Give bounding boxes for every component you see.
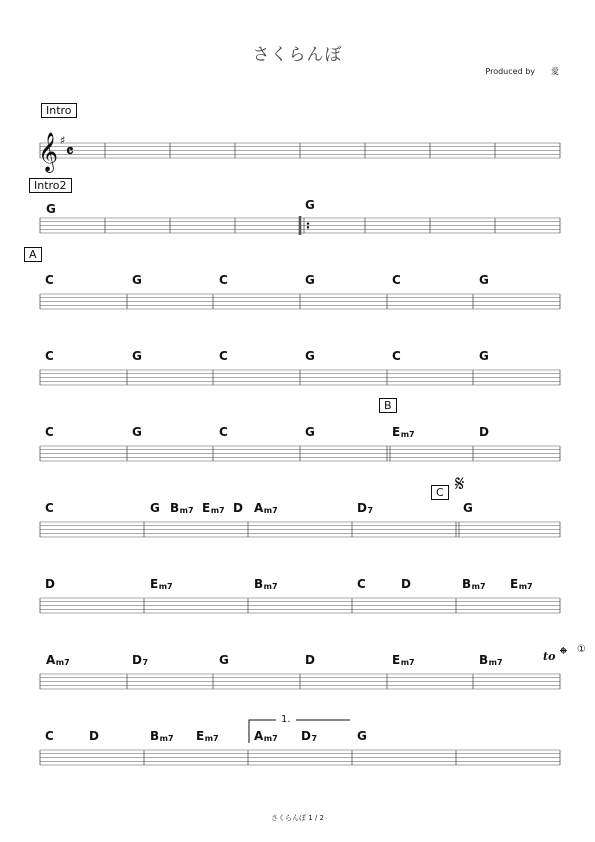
chord-symbol: G — [150, 501, 160, 515]
common-time-icon: 𝄴 — [66, 142, 74, 162]
chord-symbol: $D_7$ — [132, 653, 149, 667]
chord-symbol: C — [219, 425, 228, 439]
repeat-dot — [307, 222, 309, 224]
chord-symbol: C — [45, 729, 54, 743]
to-coda-label: to — [543, 650, 556, 663]
chord-symbol: $E_{m7}$ — [392, 425, 415, 439]
chord-symbol: G — [132, 425, 142, 439]
chord-symbol: D — [401, 577, 411, 591]
chord-symbol: C — [357, 577, 366, 591]
treble-clef-icon: 𝄞 — [38, 132, 59, 172]
chord-symbol: D — [45, 577, 55, 591]
chord-symbol: $E_{m7}$ — [392, 653, 415, 667]
chord-symbol: C — [219, 349, 228, 363]
chord-symbol: $A_{m7}$ — [46, 653, 70, 667]
chord-symbol: G — [357, 729, 367, 743]
section-marker-c: C — [431, 485, 449, 500]
section-marker-intro: Intro — [41, 103, 77, 118]
chord-symbol: $E_{m7}$ — [196, 729, 219, 743]
section-marker-intro2: Intro2 — [29, 178, 72, 193]
repeat-dot — [307, 226, 309, 228]
chord-symbol: G — [463, 501, 473, 515]
chord-symbol: $B_{m7}$ — [479, 653, 503, 667]
coda-icon: 𝄌 — [560, 642, 567, 666]
chord-symbol: G — [305, 425, 315, 439]
chord-symbol: D — [479, 425, 489, 439]
chord-symbol: $E_{m7}$ — [150, 577, 173, 591]
chord-symbol: $A_{m7}$ — [254, 729, 278, 743]
chord-symbol: D — [305, 653, 315, 667]
chord-symbol: G — [132, 349, 142, 363]
chord-symbol: G — [479, 273, 489, 287]
section-marker-b: B — [379, 398, 397, 413]
chord-symbol: $B_{m7}$ — [170, 501, 194, 515]
chord-symbol: G — [305, 349, 315, 363]
chord-symbol: G — [305, 198, 315, 212]
chord-symbol: C — [45, 501, 54, 515]
segno-icon: 𝄋 — [455, 472, 465, 497]
chord-symbol: G — [219, 653, 229, 667]
chord-symbol: $D_7$ — [301, 729, 318, 743]
chord-symbol: C — [392, 349, 401, 363]
chord-symbol: $E_{m7}$ — [202, 501, 225, 515]
coda-number: ① — [577, 644, 586, 655]
chord-symbol: G — [479, 349, 489, 363]
chord-symbol: G — [305, 273, 315, 287]
volta-label: 1. — [281, 714, 291, 725]
chord-symbol: $B_{m7}$ — [462, 577, 486, 591]
chord-symbol: C — [45, 425, 54, 439]
chord-symbol: $B_{m7}$ — [254, 577, 278, 591]
chord-symbol: C — [219, 273, 228, 287]
chord-symbol: D — [233, 501, 243, 515]
song-title: さくらんぼ — [252, 45, 343, 65]
chord-symbol: C — [45, 349, 54, 363]
producer-credit: Produced by 愛 — [485, 67, 559, 76]
chord-symbol: $E_{m7}$ — [510, 577, 533, 591]
chord-symbol: $A_{m7}$ — [254, 501, 278, 515]
chord-symbol: C — [392, 273, 401, 287]
chord-symbol: $B_{m7}$ — [150, 729, 174, 743]
chord-symbol: D — [89, 729, 99, 743]
chord-symbol: G — [46, 202, 56, 216]
key-sharp-icon: ♯ — [60, 134, 66, 147]
page-footer: さくらんぼ 1 / 2 — [271, 814, 324, 822]
chord-symbol: C — [45, 273, 54, 287]
chord-symbol: G — [132, 273, 142, 287]
chord-symbol: $D_7$ — [357, 501, 374, 515]
section-marker-a: A — [24, 247, 42, 262]
